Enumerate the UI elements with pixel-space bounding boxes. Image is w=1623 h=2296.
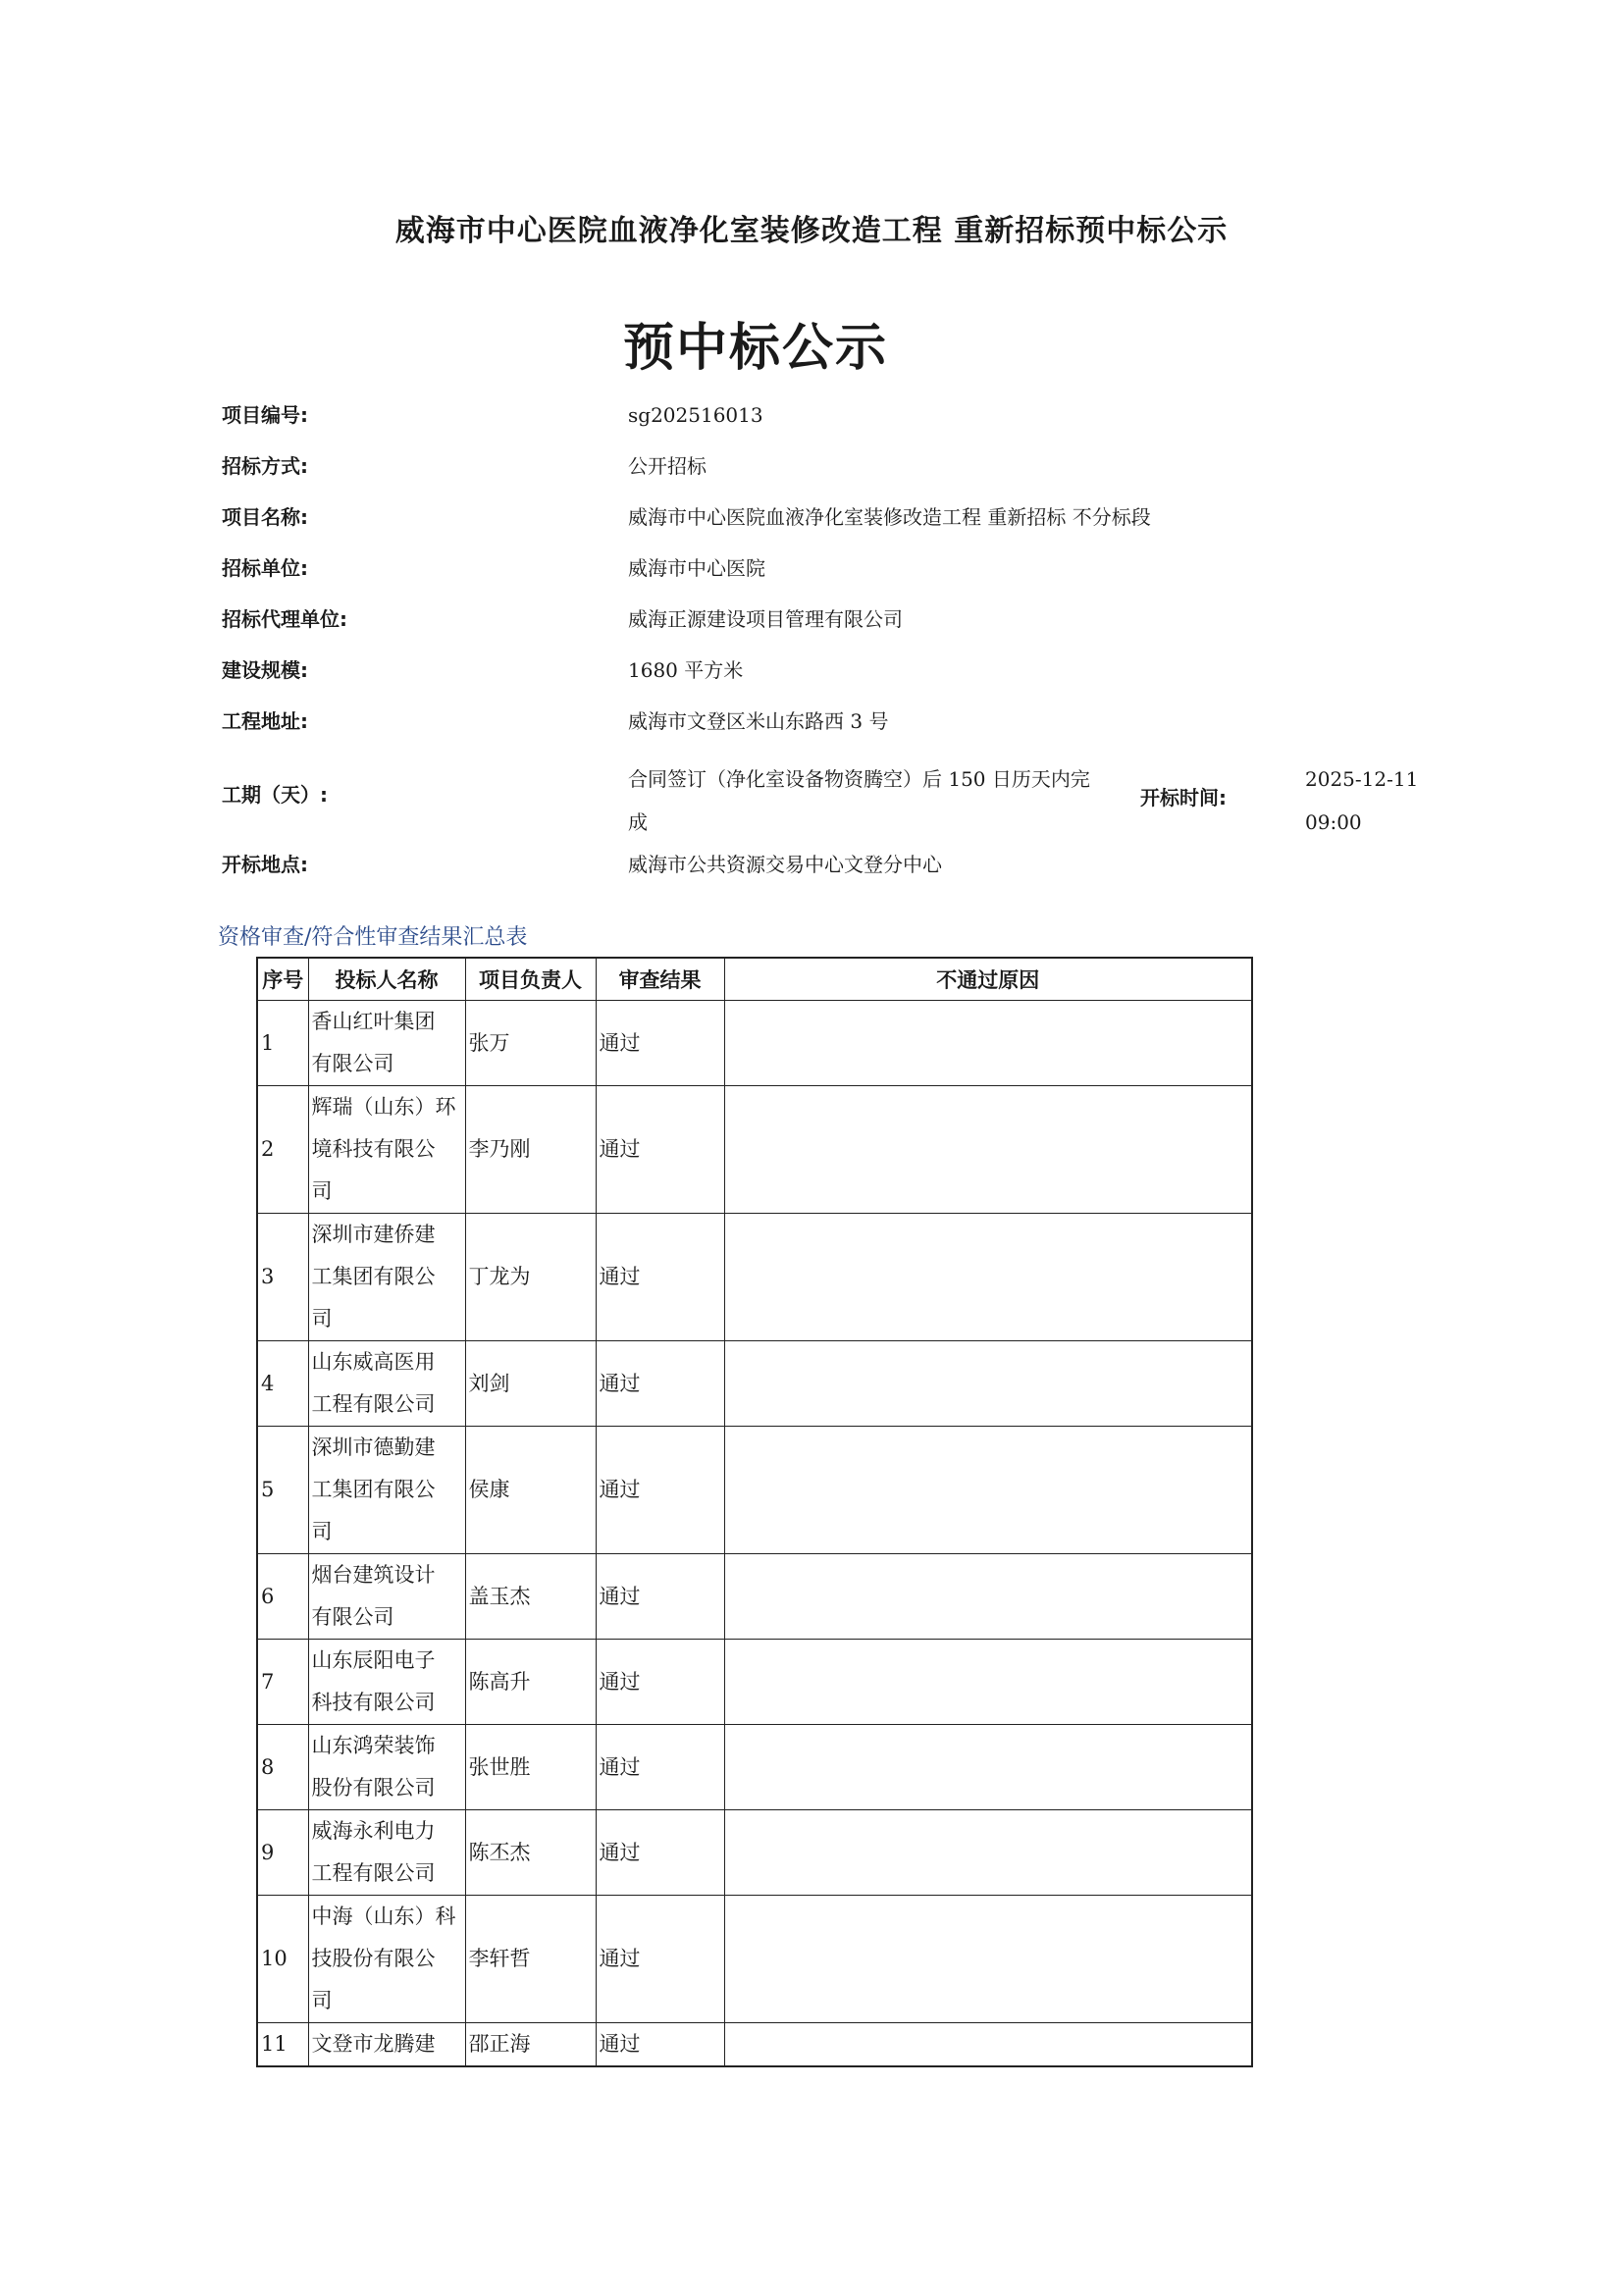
name-line: 境科技有限公 bbox=[311, 1137, 436, 1161]
name-line: 司 bbox=[311, 1307, 333, 1331]
cell-manager: 张万 bbox=[465, 1001, 596, 1086]
name-line: 中海（山东）科 bbox=[311, 1905, 456, 1928]
table-row bbox=[257, 1086, 1252, 1214]
cell-manager: 邵正海 bbox=[465, 2023, 596, 2067]
cell-result: 通过 bbox=[596, 1001, 724, 1086]
document-title: 威海市中心医院血液净化室装修改造工程 重新招标预中标公示 bbox=[394, 214, 1229, 248]
cell-reason bbox=[724, 1640, 1252, 1725]
name-line: 工程有限公司 bbox=[311, 1392, 436, 1416]
name-line: 威海永利电力 bbox=[311, 1819, 436, 1843]
name-line: 工集团有限公 bbox=[311, 1265, 436, 1288]
cell-manager: 李乃刚 bbox=[465, 1086, 596, 1214]
project-number-label: 项目编号: bbox=[222, 403, 308, 427]
open-time-value bbox=[1305, 757, 1418, 844]
cell-reason bbox=[724, 1896, 1252, 2023]
cell-manager: 李轩哲 bbox=[465, 1896, 596, 2023]
name-line: 烟台建筑设计 bbox=[311, 1563, 436, 1587]
scale-label: 建设规模: bbox=[222, 658, 308, 682]
cell-reason bbox=[724, 1341, 1252, 1427]
header-reason: 不通过原因 bbox=[724, 958, 1252, 1001]
period-label: 工期（天）: bbox=[222, 783, 328, 807]
cell-manager: 刘剑 bbox=[465, 1341, 596, 1427]
table-row bbox=[257, 1427, 1252, 1554]
location-label: 开标地点: bbox=[222, 853, 308, 876]
cell-no: 10 bbox=[257, 1896, 308, 2023]
name-line: 有限公司 bbox=[311, 1052, 394, 1075]
cell-manager: 陈高升 bbox=[465, 1640, 596, 1725]
tenderer-label: 招标单位: bbox=[222, 556, 308, 580]
cell-bidder-name bbox=[308, 1896, 465, 2023]
cell-no: 6 bbox=[257, 1554, 308, 1640]
agency-label: 招标代理单位: bbox=[222, 607, 347, 631]
cell-no: 1 bbox=[257, 1001, 308, 1086]
cell-manager: 陈丕杰 bbox=[465, 1810, 596, 1896]
name-line: 山东鸿荣装饰 bbox=[311, 1734, 436, 1757]
cell-result: 通过 bbox=[596, 1896, 724, 2023]
cell-result: 通过 bbox=[596, 1427, 724, 1554]
cell-bidder-name bbox=[308, 1640, 465, 1725]
cell-result: 通过 bbox=[596, 1214, 724, 1341]
cell-result: 通过 bbox=[596, 1086, 724, 1214]
project-number-value: sg202516013 bbox=[628, 403, 763, 427]
cell-bidder-name bbox=[308, 1554, 465, 1640]
page-title: 预中标公示 bbox=[622, 319, 888, 378]
open-time-label: 开标时间: bbox=[1140, 786, 1227, 809]
table-row bbox=[257, 1001, 1252, 1086]
name-line: 文登市龙腾建 bbox=[311, 2032, 436, 2056]
name-line: 山东辰阳电子 bbox=[311, 1648, 436, 1672]
period-value-line: 成 bbox=[628, 810, 648, 834]
cell-no: 3 bbox=[257, 1214, 308, 1341]
section-title: 资格审查/符合性审查结果汇总表 bbox=[218, 925, 528, 950]
name-line: 司 bbox=[311, 1520, 333, 1543]
header-no: 序号 bbox=[257, 958, 308, 1001]
table-header-row bbox=[257, 958, 1252, 1001]
name-line: 技股份有限公 bbox=[311, 1947, 436, 1970]
name-line: 司 bbox=[311, 1179, 333, 1203]
cell-manager: 盖玉杰 bbox=[465, 1554, 596, 1640]
table-row bbox=[257, 1554, 1252, 1640]
cell-reason bbox=[724, 1001, 1252, 1086]
header-bidder-name: 投标人名称 bbox=[308, 958, 465, 1001]
address-label: 工程地址: bbox=[222, 709, 308, 733]
cell-reason bbox=[724, 2023, 1252, 2067]
cell-no: 7 bbox=[257, 1640, 308, 1725]
header-result: 审查结果 bbox=[596, 958, 724, 1001]
cell-result: 通过 bbox=[596, 2023, 724, 2067]
agency-value: 威海正源建设项目管理有限公司 bbox=[628, 607, 903, 631]
cell-bidder-name bbox=[308, 1001, 465, 1086]
cell-reason bbox=[724, 1086, 1252, 1214]
name-line: 有限公司 bbox=[311, 1605, 394, 1629]
cell-bidder-name bbox=[308, 1725, 465, 1810]
cell-no: 11 bbox=[257, 2023, 308, 2067]
table-row bbox=[257, 1810, 1252, 1896]
scale-value: 1680 平方米 bbox=[628, 658, 744, 682]
cell-reason bbox=[724, 1427, 1252, 1554]
table-row bbox=[257, 2023, 1252, 2067]
cell-bidder-name bbox=[308, 1427, 465, 1554]
name-line: 科技有限公司 bbox=[311, 1691, 436, 1714]
open-time-date: 2025-12-11 bbox=[1305, 767, 1419, 791]
period-value bbox=[628, 757, 1138, 844]
name-line: 股份有限公司 bbox=[311, 1776, 436, 1800]
project-name-value: 威海市中心医院血液净化室装修改造工程 重新招标 不分标段 bbox=[628, 505, 1151, 529]
header-manager: 项目负责人 bbox=[465, 958, 596, 1001]
tenderer-value: 威海市中心医院 bbox=[628, 556, 765, 580]
cell-result: 通过 bbox=[596, 1554, 724, 1640]
cell-result: 通过 bbox=[596, 1341, 724, 1427]
name-line: 深圳市德勤建 bbox=[311, 1435, 436, 1459]
cell-no: 9 bbox=[257, 1810, 308, 1896]
name-line: 工程有限公司 bbox=[311, 1861, 436, 1885]
table-row bbox=[257, 1341, 1252, 1427]
cell-reason bbox=[724, 1554, 1252, 1640]
location-value: 威海市公共资源交易中心文登分中心 bbox=[628, 853, 942, 876]
name-line: 工集团有限公 bbox=[311, 1478, 436, 1501]
cell-bidder-name bbox=[308, 1086, 465, 1214]
cell-manager: 丁龙为 bbox=[465, 1214, 596, 1341]
cell-bidder-name bbox=[308, 1341, 465, 1427]
cell-result: 通过 bbox=[596, 1640, 724, 1725]
name-line: 辉瑞（山东）环 bbox=[311, 1095, 456, 1119]
cell-no: 2 bbox=[257, 1086, 308, 1214]
cell-reason bbox=[724, 1214, 1252, 1341]
cell-bidder-name bbox=[308, 1810, 465, 1896]
name-line: 深圳市建侨建 bbox=[311, 1223, 436, 1246]
name-line: 山东威高医用 bbox=[311, 1350, 436, 1374]
cell-reason bbox=[724, 1810, 1252, 1896]
period-value-line: 合同签订（净化室设备物资腾空）后 150 日历天内完 bbox=[628, 767, 1090, 791]
bidding-method-label: 招标方式: bbox=[222, 454, 308, 478]
cell-manager: 张世胜 bbox=[465, 1725, 596, 1810]
review-result-table bbox=[256, 957, 1253, 2067]
name-line: 司 bbox=[311, 1989, 333, 2012]
cell-reason bbox=[724, 1725, 1252, 1810]
project-name-label: 项目名称: bbox=[222, 505, 308, 529]
open-time-hour: 09:00 bbox=[1305, 810, 1362, 834]
table-row bbox=[257, 1640, 1252, 1725]
cell-bidder-name bbox=[308, 2023, 465, 2067]
cell-no: 5 bbox=[257, 1427, 308, 1554]
cell-bidder-name bbox=[308, 1214, 465, 1341]
cell-result: 通过 bbox=[596, 1725, 724, 1810]
cell-no: 8 bbox=[257, 1725, 308, 1810]
address-value: 威海市文登区米山东路西 3 号 bbox=[628, 709, 889, 733]
table-row bbox=[257, 1896, 1252, 2023]
table-row bbox=[257, 1725, 1252, 1810]
cell-manager: 侯康 bbox=[465, 1427, 596, 1554]
bidding-method-value: 公开招标 bbox=[628, 454, 707, 478]
table-row bbox=[257, 1214, 1252, 1341]
cell-result: 通过 bbox=[596, 1810, 724, 1896]
cell-no: 4 bbox=[257, 1341, 308, 1427]
name-line: 香山红叶集团 bbox=[311, 1010, 436, 1033]
